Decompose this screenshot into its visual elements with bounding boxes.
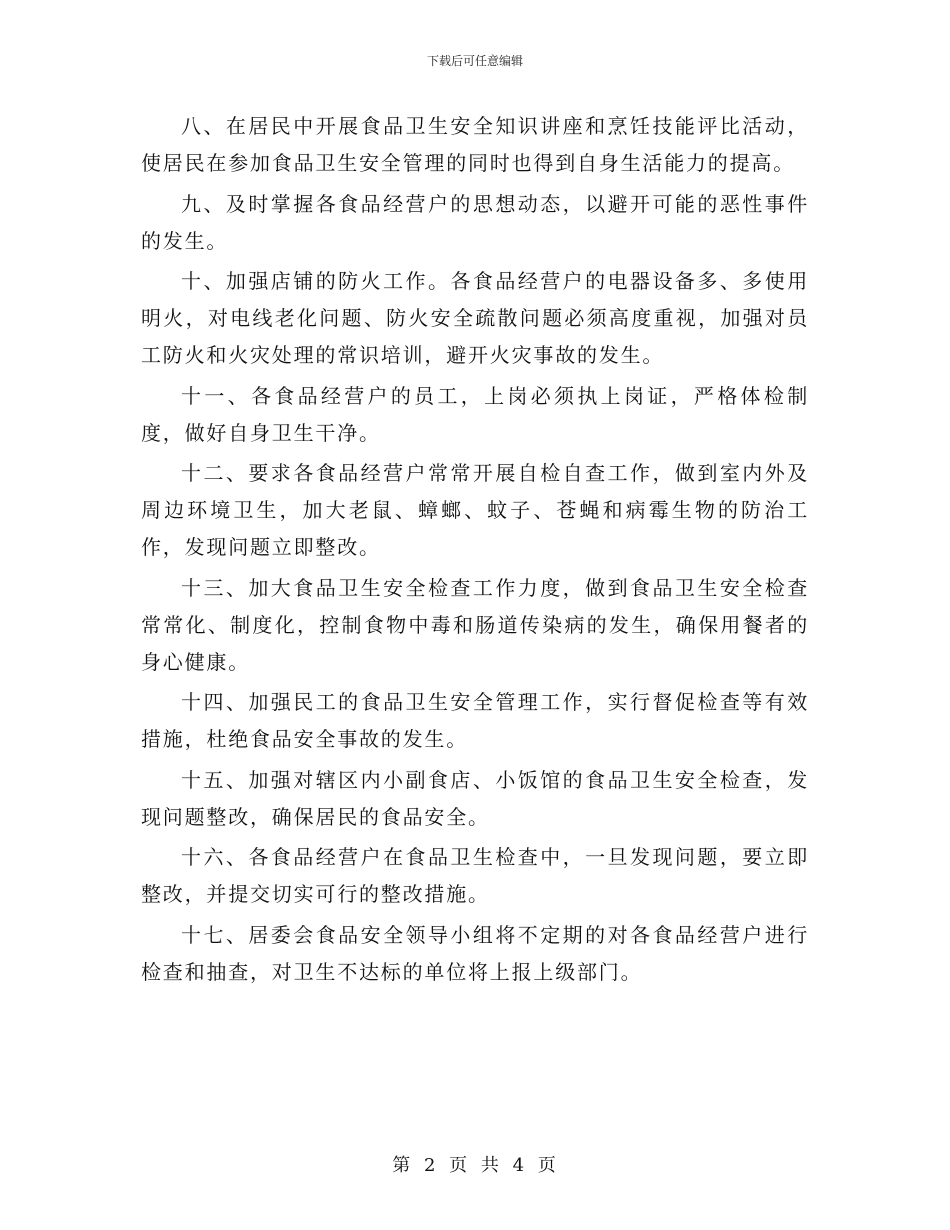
paragraph-12: 十二、要求各食品经营户常常开展自检自查工作，做到室内外及周边环境卫生，加大老鼠、蟑螂、蚊子、苍蝇和病霉生物的防治工作，发现问题立即整改。 [141,461,809,559]
paragraph-16: 十六、各食品经营户在食品卫生检查中，一旦发现问题，要立即整改，并提交切实可行的整改措施。 [141,845,809,906]
paragraph-11: 十一、各食品经营户的员工，上岗必须执上岗证，严格体检制度，做好自身卫生干净。 [141,383,809,445]
paragraph-17: 十七、居委会食品安全领导小组将不定期的对各食品经营户进行检查和抽查，对卫生不达标的单位将上报上级部门。 [141,922,809,984]
paragraph-13: 十三、加大食品卫生安全检查工作力度，做到食品卫生安全检查常常化、制度化，控制食物中毒和肠道传染病的发生，确保用餐者的身心健康。 [141,575,809,674]
document-body [141,108,809,994]
page-number-footer: 第 2 页 共 4 页 [392,1155,558,1176]
paragraph-14: 十四、加强民工的食品卫生安全管理工作，实行督促检查等有效措施，杜绝食品安全事故的发生。 [141,690,809,751]
paragraph-8: 八、在居民中开展食品卫生安全知识讲座和烹饪技能评比活动，使居民在参加食品卫生安全管理的同时也得到自身生活能力的提高。 [141,114,809,175]
paragraph-9: 九、及时掌握各食品经营户的思想动态，以避开可能的恶性事件的发生。 [141,191,809,253]
paragraph-10: 十、加强店铺的防火工作。各食品经营户的电器设备多、多使用明火，对电线老化问题、防火安全疏散问题必须高度重视，加强对员工防火和火灾处理的常识培训，避开火灾事故的发生。 [141,269,809,367]
page-header: 下载后可任意编辑 [426,54,523,68]
paragraph-15: 十五、加强对辖区内小副食店、小饭馆的食品卫生安全检查，发现问题整改，确保居民的食品安全。 [141,767,809,829]
